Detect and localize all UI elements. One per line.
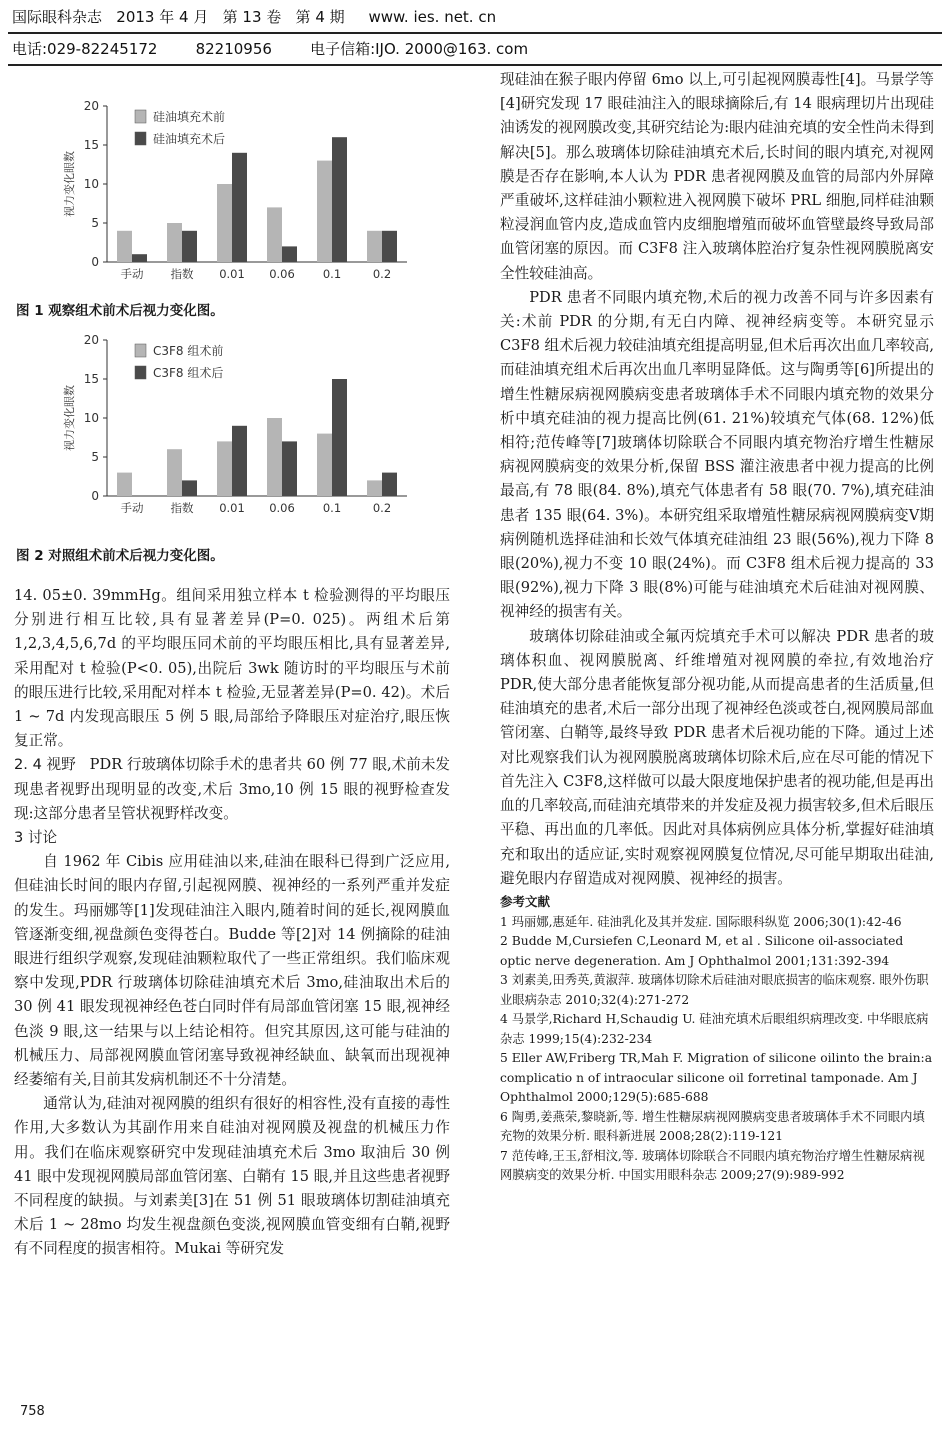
bar — [232, 153, 247, 262]
journal-header: 国际眼科杂志 2013 年 4 月 第 13 卷 第 4 期 www. ies. net. cn — [12, 8, 497, 26]
bar — [182, 480, 197, 496]
reference-item: 7 范传峰,王玉,舒相汶,等. 玻璃体切除联合不同眼内填充物治疗增生性糖尿病视网膜病变的效果分析. 中国实用眼科杂志 2009;27(9):989-992 — [500, 1148, 925, 1183]
reference-item: 1 玛丽娜,惠延年. 硅油乳化及其并发症. 国际眼科纵览 2006;30(1):42-46 — [500, 914, 902, 929]
x-tick-label: 0.01 — [219, 267, 245, 281]
figure-1-caption: 图 1 观察组术前术后视力变化图。 — [16, 303, 224, 319]
y-tick-label: 10 — [83, 411, 99, 425]
section-3-title: 3 讨论 — [14, 829, 58, 847]
discussion-paragraph-2: 通常认为,硅油对视网膜的组织有很好的相容性,没有直接的毒性作用,大多数认为其副作用来自硅油对视网膜及视盘的机械压力作用。我们在临床观察研究中发现硅油填充术后 3mo 取油后 30 例 41 眼中发现视网膜局部血管闭塞、白鞘有 15 眼,并且这些患者视野不同程度的缺损。与刘素美[3]在 51 例 51 眼玻璃体切割硅油填充术后 1 ~ 28mo 均发生视盘颜色变淡,视网膜血管变细有白鞘,视野有不同程度的损害相符。Mukai 等研究发 — [14, 1095, 450, 1258]
y-tick-label: 15 — [83, 138, 99, 152]
bar — [217, 441, 232, 496]
bar — [217, 184, 232, 262]
y-tick-label: 10 — [83, 177, 99, 191]
legend-label: 硅油填充术后 — [153, 132, 226, 146]
y-axis-label: 视力变化眼数 — [63, 151, 76, 217]
discussion-paragraph-3: 现硅油在猴子眼内停留 6mo 以上,可引起视网膜毒性[4]。马景学等[4]研究发现 17 眼硅油注入的眼球摘除后,有 14 眼病理切片出现硅油诱发的视网膜改变,其研究结论为:眼内硅油充填的安全性尚未得到解决[5]。那么玻璃体切除硅油填充术后,长时间的眼内填充,对视网膜是否存在影响,本人认为 PDR 患者视网膜及血管的局部内外屏障严重破坏,这样硅油小颗粒进入视网膜下破坏 PRL 细胞,同样硅油颗粒浸润血管内皮,造成血管内皮细胞增殖而破坏血管壁最终导致局部血管闭塞的原因。而 C3F8 注入玻璃体腔治疗复杂性视网膜脱离安全性较硅油高。 — [500, 71, 934, 282]
references-title: 参考文献 — [500, 893, 551, 909]
bar — [132, 254, 147, 262]
discussion-paragraph-4: PDR 患者不同眼内填充物,术后的视力改善不同与许多因素有关:术前 PDR 的分期,有无白内障、视神经病变等。本研究显示 C3F8 组术后视力较硅油填充组提高明显,但术后再次出血几率较高,而硅油填充组术后再次出血几率明显降低。这与陶勇等[6]所提出的增生性糖尿病视网膜病变患者玻璃体手术不同眼内填充物的效果分析中填充硅油的视力提高比例(61. 21%)较填充气体(68. 12%)低相符;范传峰等[7]玻璃体切除联合不同眼内填充物治疗增生性糖尿病视网膜病变的效果分析,保留 BSS 灌注液患者中视力提高的比例最高,有 78 眼(84. 8%),填充气体患者有 58 眼(70. 7%),填充硅油患者 135 眼(64. 3%)。本研究组采取增殖性糖尿病视网膜病变Ⅴ期病例随机选择硅油和长效气体填充硅油组 23 眼(56%),视力下降 8 眼(20%),视力不变 10 眼(24%)。而 C3F8 组术后视力提高的 33 眼(92%),视力下降 3 眼(8%)可能与硅油填充术后硅油对视网膜、视神经的损害有关。 — [500, 288, 934, 621]
y-tick-label: 0 — [91, 255, 99, 269]
left-column — [14, 584, 450, 1262]
bar — [267, 418, 282, 496]
legend-swatch — [135, 366, 146, 379]
y-tick-label: 15 — [83, 372, 99, 386]
bar — [182, 231, 197, 262]
legend-swatch — [135, 110, 146, 123]
bar — [382, 231, 397, 262]
bar — [317, 161, 332, 262]
bar — [282, 441, 297, 496]
discussion-paragraph-5: 玻璃体切除硅油或全氟丙烷填充手术可以解决 PDR 患者的玻璃体积血、视网膜脱离、纤维增殖对视网膜的牵拉,有效地治疗 PDR,使大部分患者能恢复部分视功能,从而提高患者的生活质量,但硅油填充的患者,术后一部分出现了视神经色淡或苍白,视网膜局部血管闭塞、白鞘等,最终导致 PDR 患者术后视功能的下降。通过上述对比观察我们认为视网膜脱离玻璃体切除术后,应在尽可能的情况下首先注入 C3F8,这样做可以最大限度地保护患者的视功能,但是再出血的几率较高,而硅油充填带来的并发症及视力损害较多,但术后眼压平稳、再出血的几率低。因此对具体病例应具体分析,掌握好硅油填充和取出的适应证,实时观察视网膜复位情况,尽可能早期取出硅油,避免眼内存留造成对视网膜、视神经的损害。 — [500, 627, 934, 887]
header-rule — [8, 32, 942, 34]
reference-list — [500, 913, 934, 1186]
y-axis-label: 视力变化眼数 — [63, 385, 76, 451]
y-tick-label: 0 — [91, 489, 99, 503]
reference-item: 6 陶勇,姜燕荣,黎晓新,等. 增生性糖尿病视网膜病变患者玻璃体手术不同眼内填充物的效果分析. 眼科新进展 2008;28(2):119-121 — [500, 1109, 925, 1144]
x-tick-label: 0.06 — [269, 501, 295, 515]
figure-1-bar-chart — [12, 92, 452, 292]
reference-item: 4 马景学,Richard H,Schaudig U. 硅油充填术后眼组织病理改变. 中华眼底病杂志 1999;15(4):232-234 — [500, 1012, 929, 1046]
page-number: 758 — [20, 1404, 45, 1419]
reference-item: 2 Budde M,Cursiefen C,Leonard M, et al . Silicone oil-associated optic nerve degeneration. Am J Ophthalmol 2001;131:392-394 — [500, 934, 904, 968]
reference-item: 5 Eller AW,Friberg TR,Mah F. Migration of silicone oilinto the brain:a complicatio n of intraocular silicone oil forretinal tamponade. Am J Ophthalmol 2000;129(5):685-688 — [500, 1051, 933, 1105]
x-tick-label: 0.06 — [269, 267, 295, 281]
x-tick-label: 手动 — [120, 501, 144, 515]
y-tick-label: 5 — [91, 216, 99, 230]
discussion-paragraph-1: 自 1962 年 Cibis 应用硅油以来,硅油在眼科已得到广泛应用,但硅油长时间的眼内存留,引起视网膜、视神经的一系列严重并发症的发生。玛丽娜等[1]发现硅油注入眼内,随着时间的延长,视网膜血管逐渐变细,视盘颜色变得苍白。Budde 等[2]对 14 例摘除的硅油眼进行组织学观察,发现硅油颗粒取代了一些正常组织。我们临床观察中发现,PDR 行玻璃体切除硅油填充术后 3mo,硅油取出术后的 30 例 41 眼发现视神经色苍白同时伴有局部血管闭塞 15 眼,视神经色淡 9 眼,这一结果与以上结论相符。但究其原因,这可能与硅油的机械压力、局部视网膜血管闭塞导致视神经缺血、缺氧而出现视神经萎缩有关,目前其发病机制还不十分清楚。 — [14, 853, 450, 1089]
bar — [382, 473, 397, 496]
figure-2-caption: 图 2 对照组术前术后视力变化图。 — [16, 548, 224, 564]
bar — [367, 480, 382, 496]
right-column — [500, 68, 934, 1186]
bar — [167, 223, 182, 262]
reference-item: 3 刘素美,田秀英,黄淑萍. 玻璃体切除术后硅油对眼底损害的临床观察. 眼外伤职业眼病杂志 2010;32(4):271-272 — [500, 973, 929, 1007]
bar — [117, 231, 132, 262]
bar — [167, 449, 182, 496]
bar — [282, 246, 297, 262]
header-rule-bottom — [8, 64, 942, 66]
bar — [332, 379, 347, 496]
y-tick-label: 5 — [91, 450, 99, 464]
x-tick-label: 0.1 — [322, 501, 342, 515]
x-tick-label: 0.01 — [219, 501, 245, 515]
legend-label: 硅油填充术前 — [153, 110, 226, 124]
x-tick-label: 0.2 — [372, 501, 392, 515]
bar — [117, 473, 132, 496]
x-tick-label: 0.1 — [322, 267, 342, 281]
x-tick-label: 指数 — [170, 267, 194, 281]
x-tick-label: 指数 — [170, 501, 194, 515]
x-tick-label: 手动 — [120, 267, 144, 281]
section-2-4-title: 2. 4 视野 — [14, 756, 76, 774]
bar — [232, 426, 247, 496]
legend-swatch — [135, 132, 146, 145]
figure-2-bar-chart — [12, 326, 452, 526]
contact-header: 电话:029-82245172 82210956 电子信箱:IJO. 2000@163. com — [12, 40, 529, 58]
legend-swatch — [135, 344, 146, 357]
results-paragraph: 14. 05±0. 39mmHg。组间采用独立样本 t 检验测得的平均眼压分别进行相互比较,具有显著差异(P=0. 025)。两组术后第 1,2,3,4,5,6,7d 的平均眼压同术前的平均眼压相比,具有显著差异,采用配对 t 检验(P<0. 05),出院后 3wk 随访时的平均眼压与术前的眼压进行比较,采用配对样本 t 检验,无显著差异(P=0. 42)。术后 1 ~ 7d 内发现高眼压 5 例 5 眼,局部给予降眼压对症治疗,眼压恢复正常。 — [14, 587, 450, 750]
x-tick-label: 0.2 — [372, 267, 392, 281]
bar — [367, 231, 382, 262]
bar — [267, 207, 282, 262]
y-tick-label: 20 — [83, 333, 99, 347]
legend-label: C3F8 组术后 — [153, 366, 224, 380]
legend-label: C3F8 组术前 — [153, 344, 224, 358]
y-tick-label: 20 — [83, 99, 99, 113]
section-2-4 — [14, 753, 450, 826]
bar — [332, 137, 347, 262]
bar — [317, 434, 332, 496]
section-2-4-body: PDR 行玻璃体切除手术的患者共 60 例 77 眼,术前未发现患者视野出现明显的改变,术后 3mo,10 例 15 眼的视野检查发现:这部分患者呈管状视野样改变。 — [14, 756, 451, 822]
